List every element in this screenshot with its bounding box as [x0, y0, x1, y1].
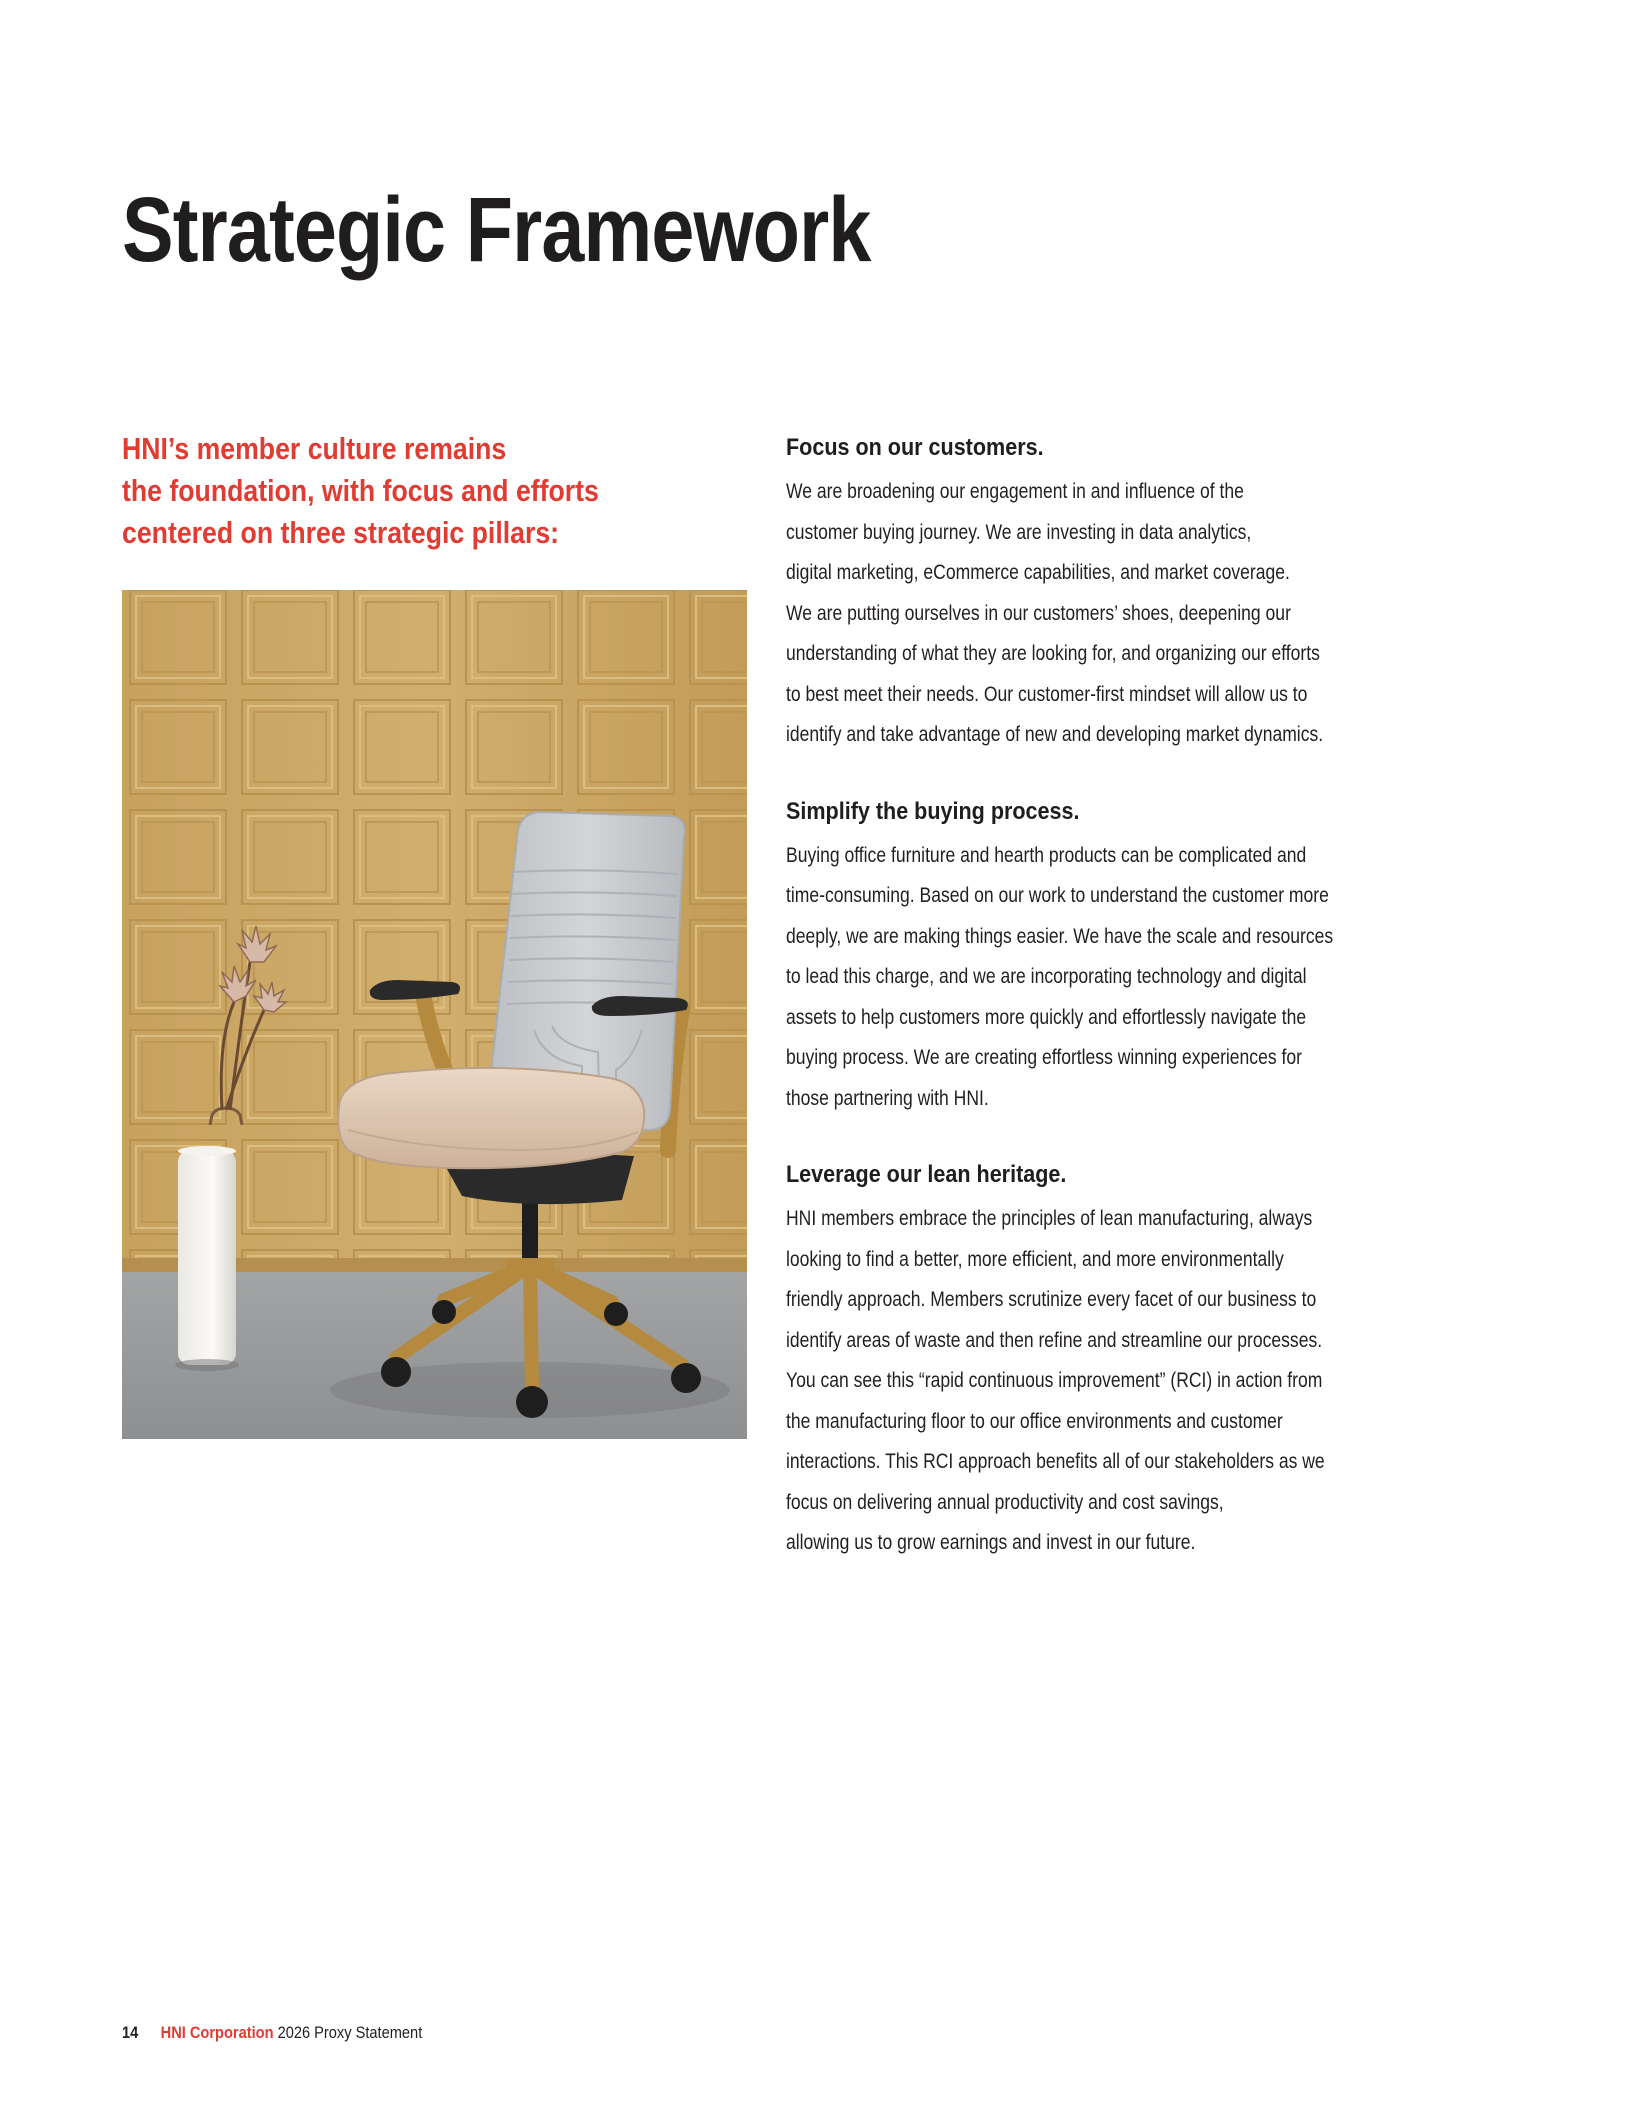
body-line: buying process. We are creating effortless winning experiences for — [786, 1046, 1302, 1069]
body-line: We are broadening our engagement in and influence of the — [786, 480, 1244, 503]
body-line: We are putting ourselves in our customers’ shoes, deepening our — [786, 601, 1291, 625]
footer-document-title: 2026 Proxy Statement — [273, 2023, 423, 2042]
body-line: Buying office furniture and hearth products can be complicated and — [786, 843, 1307, 867]
pillar-heading: Leverage our lean heritage. — [786, 1161, 1067, 1188]
page-title: Strategic Framework — [122, 179, 871, 281]
body-line: digital marketing, eCommerce capabilities, and market coverage. — [786, 561, 1290, 584]
intro-line: centered on three strategic pillars: — [122, 515, 560, 550]
body-line: customer buying journey. We are investing in data analytics, — [786, 520, 1252, 544]
intro-line: the foundation, with focus and efforts — [122, 473, 599, 508]
body-line: deeply, we are making things easier. We have the scale and resources — [786, 924, 1334, 948]
pillars-column — [786, 432, 1506, 1604]
body-line: to best meet their needs. Our customer-first mindset will allow us to — [786, 682, 1308, 706]
pillar-heading: Simplify the buying process. — [786, 797, 1080, 825]
body-line: to lead this charge, and we are incorporating technology and digital — [786, 965, 1307, 988]
pillar-section — [786, 1159, 1506, 1564]
body-line: those partnering with HNI. — [786, 1086, 989, 1110]
body-line: time-consuming. Based on our work to understand the customer more — [786, 884, 1329, 907]
body-line: HNI members embrace the principles of lean manufacturing, always — [786, 1207, 1313, 1230]
body-line: looking to find a better, more efficient, and more environmentally — [786, 1247, 1284, 1271]
intro-statement — [122, 428, 707, 554]
body-line: allowing us to grow earnings and invest in our future. — [786, 1531, 1196, 1554]
body-line: friendly approach. Members scrutinize every facet of our business to — [786, 1288, 1317, 1311]
pillar-heading: Focus on our customers. — [786, 434, 1044, 461]
page-number: 14 — [122, 2023, 139, 2042]
body-line: identify and take advantage of new and developing market dynamics. — [786, 723, 1324, 746]
intro-line: HNI’s member culture remains — [122, 431, 507, 466]
body-line: You can see this “rapid continuous improvement” (RCI) in action from — [786, 1369, 1323, 1392]
body-line: assets to help customers more quickly and effortlessly navigate the — [786, 1005, 1307, 1029]
pillar-section — [786, 432, 1506, 756]
body-line: identify areas of waste and then refine and streamline our processes. — [786, 1328, 1323, 1352]
body-line: understanding of what they are looking for, and organizing our efforts — [786, 642, 1320, 665]
office-chair-illustration — [122, 590, 747, 1439]
body-line: focus on delivering annual productivity and cost savings, — [786, 1490, 1224, 1514]
footer-company: HNI Corporation — [160, 2023, 274, 2042]
page-footer — [122, 2022, 422, 2044]
body-line: the manufacturing floor to our office environments and customer — [786, 1409, 1283, 1433]
office-chair-photo — [122, 590, 747, 1439]
body-line: interactions. This RCI approach benefits all of our stakeholders as we — [786, 1450, 1325, 1473]
pillar-section — [786, 796, 1506, 1120]
